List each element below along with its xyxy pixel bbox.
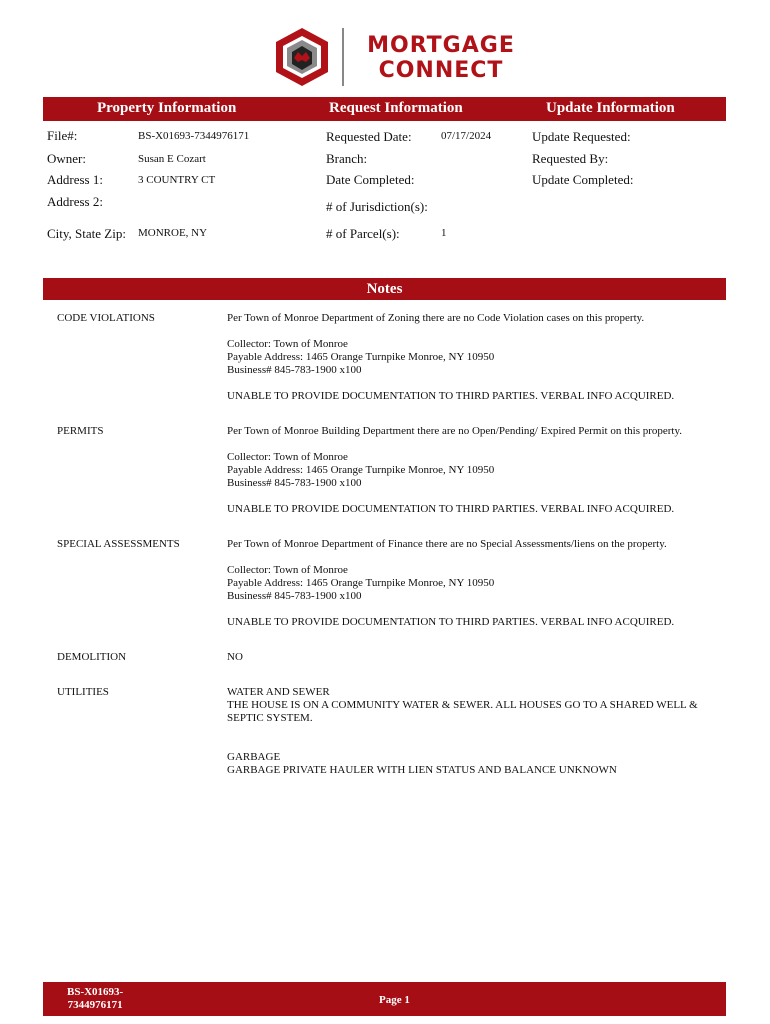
permits-label: PERMITS xyxy=(57,425,104,437)
address1-label: Address 1: xyxy=(47,172,103,187)
code-violations-disclaimer: UNABLE TO PROVIDE DOCUMENTATION TO THIRD PARTIES. VERBAL INFO ACQUIRED. xyxy=(227,390,675,402)
update-info-header: Update Information xyxy=(546,100,675,116)
permits-address: Payable Address: 1465 Orange Turnpike Monroe, NY 10950 xyxy=(227,464,495,476)
water-sewer-heading: WATER AND SEWER xyxy=(227,686,330,698)
permits-business: Business# 845-783-1900 x100 xyxy=(227,477,362,489)
parcels-value: 1 xyxy=(441,227,447,239)
special-assessments-label: SPECIAL ASSESSMENTS xyxy=(57,538,180,550)
demolition-label: DEMOLITION xyxy=(57,651,127,663)
update-requested-label: Update Requested: xyxy=(532,129,631,144)
permits-statement: Per Town of Monroe Building Department there are no Open/Pending/ Expired Permit on this property. xyxy=(227,425,683,437)
parcels-label: # of Parcel(s): xyxy=(326,226,400,241)
special-assessments-business: Business# 845-783-1900 x100 xyxy=(227,590,362,602)
permits-collector: Collector: Town of Monroe xyxy=(227,451,348,463)
jurisdictions-label: # of Jurisdiction(s): xyxy=(326,199,428,214)
garbage-detail: GARBAGE PRIVATE HAULER WITH LIEN STATUS AND BALANCE UNKNOWN xyxy=(227,764,617,776)
code-violations-statement: Per Town of Monroe Department of Zoning there are no Code Violation cases on this property. xyxy=(227,312,645,324)
city-state-zip-value: MONROE, NY xyxy=(138,227,208,239)
branch-label: Branch: xyxy=(326,151,368,166)
notes-header-band xyxy=(43,278,726,300)
requested-date-value: 07/17/2024 xyxy=(441,130,492,142)
page-number: Page 1 xyxy=(379,994,410,1006)
code-violations-label: CODE VIOLATIONS xyxy=(57,312,155,324)
special-assessments-collector: Collector: Town of Monroe xyxy=(227,564,348,576)
logo-line-1: MORTGAGE xyxy=(367,33,515,58)
code-violations-collector: Collector: Town of Monroe xyxy=(227,338,348,350)
requested-date-label: Requested Date: xyxy=(326,129,412,144)
request-info-header: Request Information xyxy=(329,100,463,116)
permits-notes xyxy=(227,425,732,516)
address1-value: 3 COUNTRY CT xyxy=(138,174,216,186)
water-sewer-detail: THE HOUSE IS ON A COMMUNITY WATER & SEWER. ALL HOUSES GO TO A SHARED WELL & SEPTIC SYSTEM. xyxy=(227,699,698,724)
code-violations-business: Business# 845-783-1900 x100 xyxy=(227,364,362,376)
date-completed-label: Date Completed: xyxy=(326,172,415,187)
utilities-label: UTILITIES xyxy=(57,686,109,698)
demolition-value: NO xyxy=(227,651,243,663)
footer-file-id-line-1: BS-X01693- xyxy=(67,986,124,998)
update-completed-label: Update Completed: xyxy=(532,172,634,187)
code-violations-address: Payable Address: 1465 Orange Turnpike Monroe, NY 10950 xyxy=(227,351,495,363)
footer-file-id-line-2: 7344976171 xyxy=(67,999,123,1011)
permits-disclaimer: UNABLE TO PROVIDE DOCUMENTATION TO THIRD PARTIES. VERBAL INFO ACQUIRED. xyxy=(227,503,675,515)
requested-by-label: Requested By: xyxy=(532,151,609,166)
property-info-header: Property Information xyxy=(97,100,237,116)
special-assessments-notes xyxy=(227,538,732,629)
logo-divider xyxy=(342,28,344,86)
notes-title: Notes xyxy=(366,281,403,297)
section-header-band xyxy=(43,97,726,121)
code-violations-notes xyxy=(227,312,732,403)
file-label: File#: xyxy=(47,128,78,143)
special-assessments-statement: Per Town of Monroe Department of Finance there are no Special Assessments/liens on the property. xyxy=(227,538,667,550)
logo-line-2: CONNECT xyxy=(378,58,504,83)
city-state-zip-label: City, State Zip: xyxy=(47,226,126,241)
file-value: BS-X01693-7344976171 xyxy=(138,130,250,142)
owner-value: Susan E Cozart xyxy=(138,153,206,165)
mortgage-connect-logo-icon xyxy=(272,26,332,88)
garbage-heading: GARBAGE xyxy=(227,751,281,763)
address2-label: Address 2: xyxy=(47,194,103,209)
footer-file-id xyxy=(67,986,123,1012)
utilities-notes xyxy=(227,686,732,777)
special-assessments-disclaimer: UNABLE TO PROVIDE DOCUMENTATION TO THIRD PARTIES. VERBAL INFO ACQUIRED. xyxy=(227,616,675,628)
owner-label: Owner: xyxy=(47,151,86,166)
company-logo-text xyxy=(356,33,526,83)
special-assessments-address: Payable Address: 1465 Orange Turnpike Monroe, NY 10950 xyxy=(227,577,495,589)
footer-band xyxy=(43,982,726,1016)
